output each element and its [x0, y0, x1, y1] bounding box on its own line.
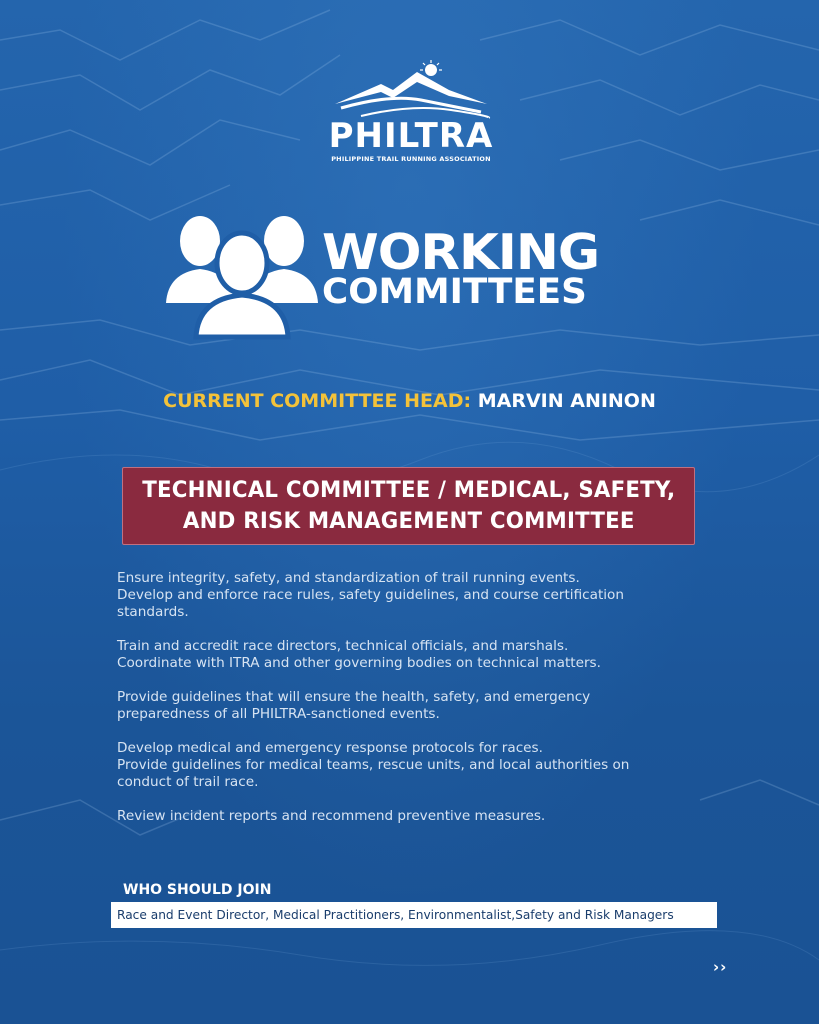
responsibility-line: conduct of trail race. — [117, 774, 259, 790]
responsibility-paragraph — [117, 570, 707, 621]
responsibility-line: Ensure integrity, safety, and standardization of trail running events. — [117, 570, 580, 586]
responsibility-line: Develop medical and emergency response protocols for races. — [117, 740, 543, 756]
responsibility-line: Provide guidelines that will ensure the health, safety, and emergency — [117, 689, 591, 705]
committee-name-line-2: AND RISK MANAGEMENT COMMITTEE — [182, 509, 635, 534]
responsibility-paragraph — [117, 808, 707, 825]
page-title — [322, 224, 662, 312]
people-group-icon — [160, 205, 325, 340]
committee-head — [0, 390, 819, 412]
responsibility-line: standards. — [117, 604, 189, 620]
responsibilities-list — [117, 570, 707, 842]
committee-head-label: CURRENT COMMITTEE HEAD: — [163, 390, 472, 412]
responsibility-line: Develop and enforce race rules, safety guidelines, and course certification — [117, 587, 624, 603]
responsibility-paragraph — [117, 740, 707, 791]
logo-wordmark: PHILTRA — [328, 116, 494, 156]
responsibility-paragraph — [117, 638, 707, 672]
who-should-join-text: Race and Event Director, Medical Practitioners, Environmentalist,Safety and Risk Managers — [117, 908, 674, 922]
next-page-arrows-icon[interactable]: ›› — [713, 958, 728, 976]
responsibility-line: Review incident reports and recommend preventive measures. — [117, 808, 546, 824]
responsibility-line: Train and accredit race directors, technical officials, and marshals. — [117, 638, 569, 654]
title-line-2: COMMITTEES — [322, 272, 587, 312]
title-line-1: WORKING — [322, 224, 600, 281]
committee-name-banner — [122, 467, 695, 545]
responsibility-line: preparedness of all PHILTRA-sanctioned events. — [117, 706, 440, 722]
philtra-logo — [326, 60, 496, 175]
committee-name-line-1: TECHNICAL COMMITTEE / MEDICAL, SAFETY, — [141, 478, 676, 503]
who-should-join-title: WHO SHOULD JOIN — [123, 882, 272, 898]
logo-subtitle: PHILIPPINE TRAIL RUNNING ASSOCIATION — [331, 155, 491, 163]
responsibility-paragraph — [117, 689, 707, 723]
responsibility-line: Provide guidelines for medical teams, rescue units, and local authorities on — [117, 757, 630, 773]
committee-head-name: MARVIN ANINON — [477, 390, 656, 412]
responsibility-line: Coordinate with ITRA and other governing bodies on technical matters. — [117, 655, 601, 671]
mountain-logo-icon — [331, 60, 491, 122]
who-should-join-box — [111, 902, 717, 928]
